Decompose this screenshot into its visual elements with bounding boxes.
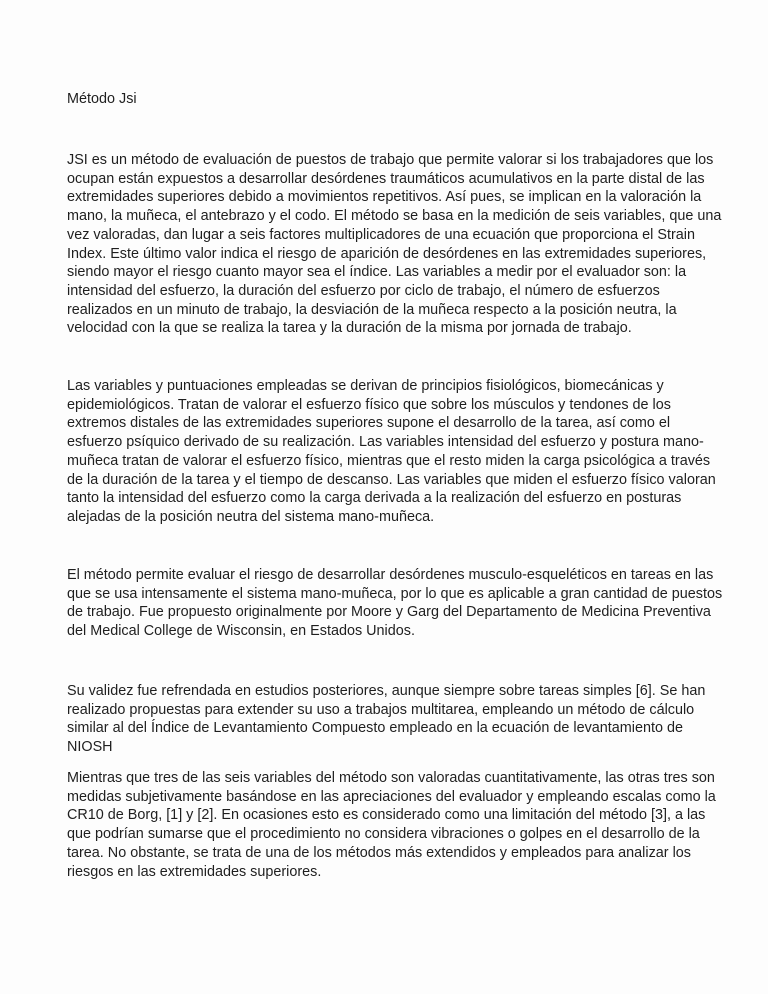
- paragraph-definition: JSI es un método de evaluación de puestos de trabajo que permite valorar si los trabajadores que los ocupan están expuestos a desarrollar desórdenes traumáticos acumulativos en la parte distal de las extremidades superiores debido a movimientos repetitivos. Así pues, se implican en la valoración la mano, la muñeca, el antebrazo y el codo. El método se basa en la medición de seis variables, que una vez valoradas, dan lugar a seis factores multiplicadores de una ecuación que proporciona el Strain Index. Este último valor indica el riesgo de aparición de desórdenes en las extremidades superiores, siendo mayor el riesgo cuanto mayor sea el índice. Las variables a medir por el evaluador son: la intensidad del esfuerzo, la duración del esfuerzo por ciclo de trabajo, el número de esfuerzos realizados en un minuto de trabajo, la desviación de la muñeca respecto a la posición neutra, la velocidad con la que se realiza la tarea y la duración de la misma por jornada de trabajo.: [67, 152, 722, 337]
- paragraph-validity: Su validez fue refrendada en estudios posteriores, aunque siempre sobre tareas simples [6]. Se han realizado propuestas para extender su uso a trabajos multitarea, empleando un método de cálculo similar al del Índice de Levantamiento Compuesto empleado en la ecuación de levantamiento de NIOSH: [67, 683, 706, 756]
- paragraph-variables: Las variables y puntuaciones empleadas se derivan de principios fisiológicos, biomecánicas y epidemiológicos. Tratan de valorar el esfuerzo físico que sobre los músculos y tendones de los extremos distales de las extremidades superiores supone el desarrollo de la tarea, así como el esfuerzo psíquico derivado de su realización. Las variables intensidad del esfuerzo y postura mano- muñeca tratan de valorar el esfuerzo físico, mientras que el resto miden la carga psicológica a través de la duración de la tarea y el tiempo de descanso. Las variables que miden el esfuerzo físico valoran tanto la intensidad del esfuerzo como la carga derivada a la realización del esfuerzo en posturas alejadas de la posición neutra del sistema mano-muñeca.: [67, 378, 716, 525]
- paragraph-limitations: Mientras que tres de las seis variables del método son valoradas cuantitativamente, las otras tres son medidas subjetivamente basándose en las apreciaciones del evaluador y empleando escalas como la CR10 de Borg, [1] y [2]. En ocasiones esto es considerado como una limitación del método [3], a las que podrían sumarse que el procedimiento no considera vibraciones o golpes en el desarrollo de la tarea. No obstante, se trata de una de los métodos más extendidos y empleados para analizar los riesgos en las extremidades superiores.: [67, 770, 716, 880]
- paragraph-application: El método permite evaluar el riesgo de desarrollar desórdenes musculo-esqueléticos en tareas en las que se usa intensamente el sistema mano-muñeca, por lo que es aplicable a gran cantidad de puestos de trabajo. Fue propuesto originalmente por Moore y Garg del Departamento de Medicina Preventiva del Medical College de Wisconsin, en Estados Unidos.: [67, 567, 723, 640]
- document-title: Método Jsi: [67, 91, 137, 107]
